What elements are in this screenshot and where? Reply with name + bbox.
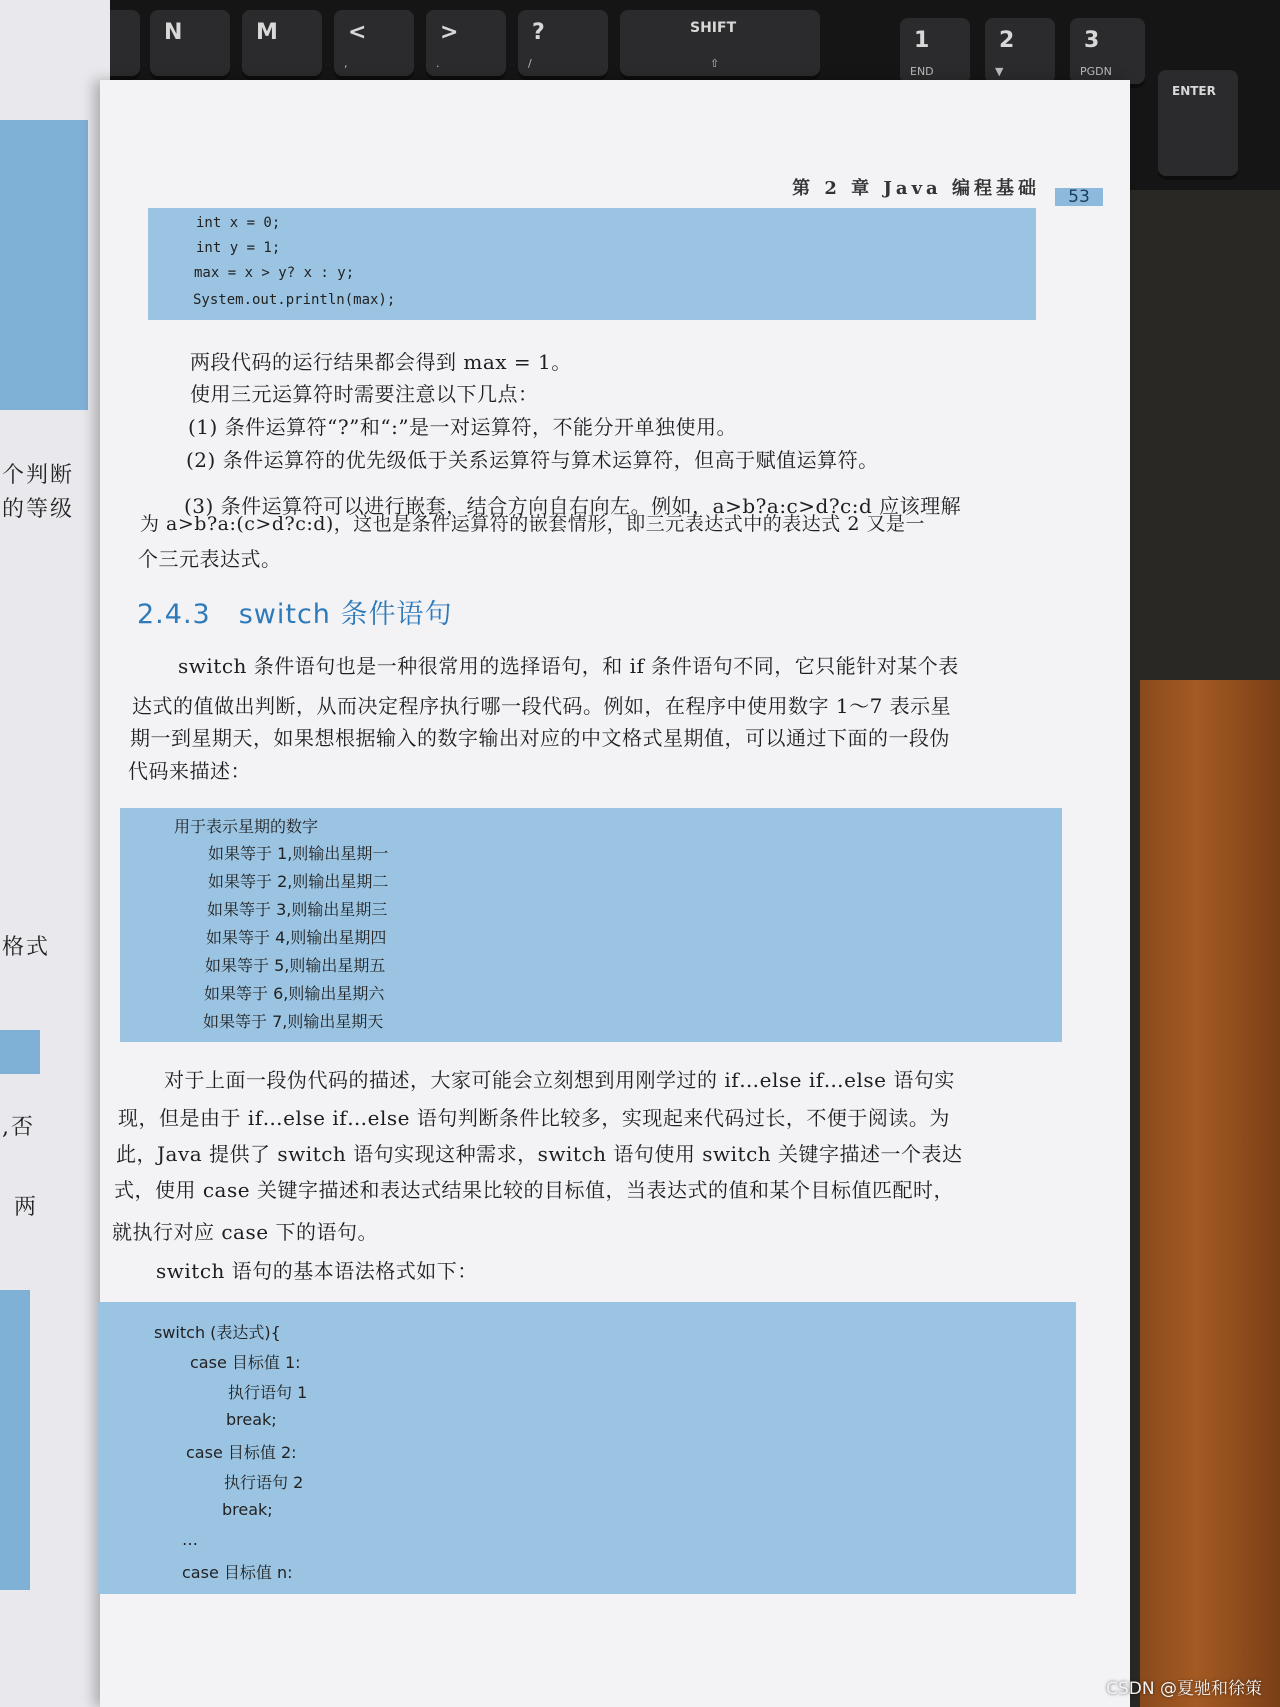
paragraph-line: 达式的值做出判断，从而决定程序执行哪一段代码。例如，在程序中使用数字 1～7 表示星: [132, 694, 952, 718]
code-line: break;: [226, 1410, 277, 1429]
pseudo-code-block: [120, 808, 1062, 1042]
left-page-blue-block: [0, 120, 88, 410]
key-m: M: [242, 10, 322, 80]
paragraph-line: 式，使用 case 关键字描述和表达式结果比较的目标值，当表达式的值和某个目标值匹配时，: [114, 1178, 954, 1202]
pseudo-line: 如果等于 6,则输出星期六: [204, 984, 385, 1003]
code-line: case 目标值 n:: [182, 1563, 293, 1582]
paragraph-line: 个三元表达式。: [138, 547, 282, 571]
watermark: CSDN @夏驰和徐策: [1106, 1679, 1262, 1699]
page-number: 53: [1055, 188, 1103, 206]
pseudo-line: 如果等于 5,则输出星期五: [205, 956, 386, 975]
left-page-fragment: ,否: [2, 1115, 35, 1140]
paragraph-line: 期一到星期天，如果想根据输入的数字输出对应的中文格式星期值，可以通过下面的一段伪: [130, 726, 950, 750]
paragraph-line: (2) 条件运算符的优先级低于关系运算符与算术运算符，但高于赋值运算符。: [186, 448, 879, 472]
code-line: …: [182, 1530, 198, 1549]
left-page-blue-block: [0, 1030, 40, 1074]
code-block-ternary: [148, 208, 1036, 320]
code-line: int x = 0;: [196, 215, 281, 231]
pseudo-line: 如果等于 7,则输出星期天: [203, 1012, 384, 1031]
paragraph-line: 现，但是由于 if…else if…else 语句判断条件比较多，实现起来代码过长，不便于阅读。为: [118, 1106, 950, 1130]
paragraph-line: switch 条件语句也是一种很常用的选择语句，和 if 条件语句不同，它只能针对某个表: [178, 654, 959, 678]
code-line: max = x > y? x : y;: [194, 265, 355, 281]
code-line: 执行语句 2: [224, 1473, 304, 1492]
key-2-down: 2 ▼: [985, 18, 1055, 88]
paragraph-line: (1) 条件运算符“?”和“:”是一对运算符，不能分开单独使用。: [188, 415, 738, 439]
key-enter: ENTER: [1158, 70, 1238, 180]
key-slash: ? /: [518, 10, 608, 80]
code-line: 执行语句 1: [228, 1383, 308, 1402]
key-shift: SHIFT ⇧: [620, 10, 820, 80]
pseudo-line: 如果等于 1,则输出星期一: [208, 844, 389, 863]
code-line: switch (表达式){: [154, 1323, 281, 1342]
code-line: break;: [222, 1500, 273, 1519]
previous-page: [0, 0, 110, 1707]
key-n: N: [150, 10, 230, 80]
key-3-pgdn: 3 PGDN: [1070, 18, 1145, 88]
key-period: > .: [426, 10, 506, 80]
section-heading: [137, 592, 452, 631]
left-page-fragment: 的等级: [2, 497, 75, 522]
paragraph-line: 此，Java 提供了 switch 语句实现这种需求，switch 语句使用 switch 关键字描述一个表达: [116, 1142, 963, 1166]
code-line: case 目标值 2:: [186, 1443, 297, 1462]
left-page-fragment: 两: [14, 1195, 39, 1220]
pseudo-heading: 用于表示星期的数字: [174, 817, 319, 836]
key-1-end: 1 END: [900, 18, 970, 88]
section-number: 2.4.3: [137, 599, 211, 630]
paragraph-line: switch 语句的基本语法格式如下：: [156, 1259, 478, 1283]
switch-syntax-code-block: [98, 1302, 1076, 1594]
paragraph-line: 使用三元运算符时需要注意以下几点：: [190, 382, 539, 406]
pseudo-line: 如果等于 3,则输出星期三: [207, 900, 388, 919]
wooden-desk: [1140, 680, 1280, 1707]
section-title: switch 条件语句: [238, 599, 453, 630]
paragraph-line: 代码来描述：: [128, 759, 251, 783]
left-page-fragment: 个判断: [2, 463, 75, 488]
code-line: int y = 1;: [196, 240, 281, 256]
paragraph-line: (3) 条件运算符可以进行嵌套，结合方向自右向左。例如，a>b?a:c>d?c:d 应该理解: [184, 494, 962, 518]
paragraph-line: 对于上面一段伪代码的描述，大家可能会立刻想到用刚学过的 if…else if…else 语句实: [164, 1068, 955, 1092]
pseudo-line: 如果等于 4,则输出星期四: [206, 928, 387, 947]
left-page-blue-block: [0, 1290, 30, 1590]
code-line: System.out.println(max);: [193, 292, 396, 308]
paragraph-line: 两段代码的运行结果都会得到 max = 1。: [190, 350, 572, 374]
code-line: case 目标值 1:: [190, 1353, 301, 1372]
pseudo-line: 如果等于 2,则输出星期二: [208, 872, 389, 891]
chapter-header: 第 2 章 Java 编程基础: [792, 178, 1040, 199]
paragraph-line: 为 a>b?a:(c>d?c:d)，这也是条件运算符的嵌套情形，即三元表达式中的表达式 2 又是一: [140, 513, 925, 535]
paragraph-line: 就执行对应 case 下的语句。: [112, 1220, 378, 1244]
key-comma: < ,: [334, 10, 414, 80]
left-page-fragment: 格式: [2, 935, 51, 960]
